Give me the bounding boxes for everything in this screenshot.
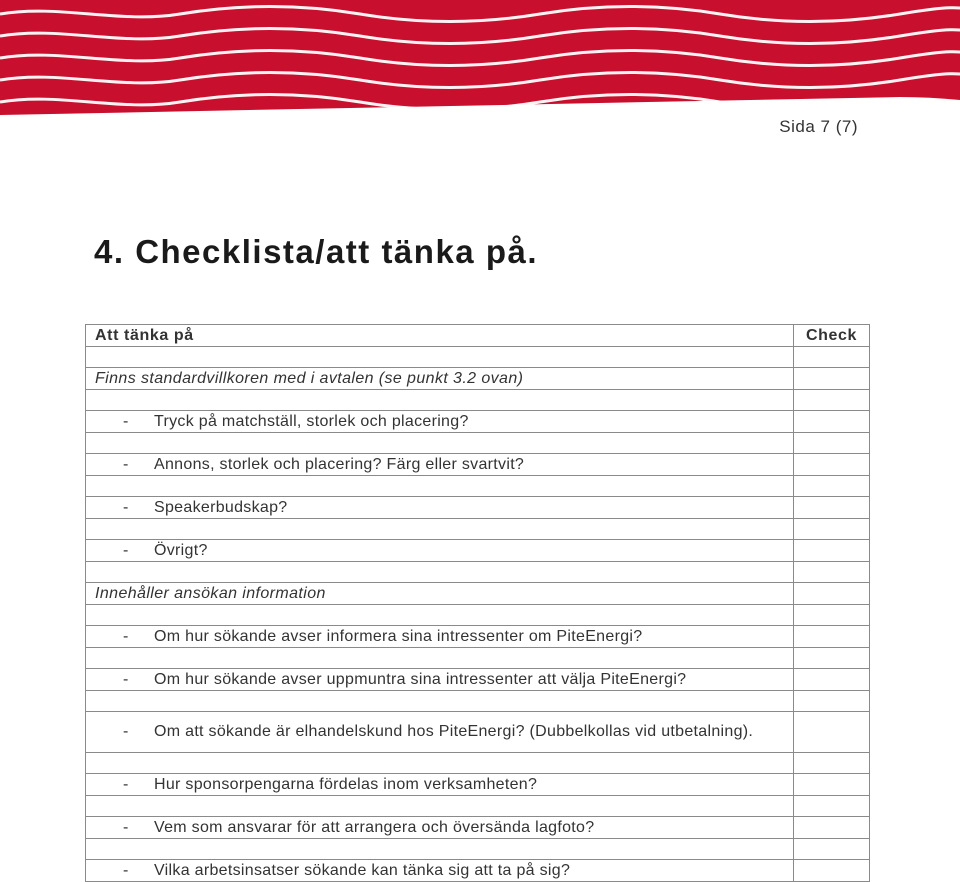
checklist-item-row [86, 669, 870, 691]
checklist-item-row [86, 712, 870, 753]
check-cell[interactable] [794, 860, 870, 882]
item-cell [86, 497, 794, 519]
item-cell [86, 817, 794, 839]
spacer-cell [86, 433, 794, 454]
check-cell[interactable] [794, 347, 870, 368]
bullet-dash: - [123, 775, 129, 793]
item-cell [86, 774, 794, 796]
check-cell[interactable] [794, 368, 870, 390]
item-cell [86, 626, 794, 648]
spacer-cell [86, 476, 794, 497]
item-cell [86, 368, 794, 390]
section-label: Finns standardvillkoren med i avtalen (se punkt 3.2 ovan) [95, 369, 524, 387]
bullet-dash: - [123, 670, 129, 688]
checklist-item-row [86, 860, 870, 882]
spacer-row [86, 648, 870, 669]
check-cell[interactable] [794, 648, 870, 669]
section-label: Innehåller ansökan information [95, 584, 326, 602]
spacer-cell [86, 753, 794, 774]
check-cell[interactable] [794, 497, 870, 519]
bullet-text: Om att sökande är elhandelskund hos PiteEnergi? (Dubbelkollas vid utbetalning). [154, 723, 754, 740]
checklist-item-row [86, 774, 870, 796]
checklist-item-row [86, 454, 870, 476]
spacer-row [86, 476, 870, 497]
check-cell[interactable] [794, 540, 870, 562]
spacer-row [86, 519, 870, 540]
bullet-item [95, 627, 784, 647]
bullet-text: Vem som ansvarar för att arrangera och översända lagfoto? [154, 818, 595, 836]
bullet-item [95, 541, 784, 561]
header-wave-banner [0, 0, 960, 120]
bullet-text: Vilka arbetsinsatser sökande kan tänka sig att ta på sig? [154, 861, 571, 879]
item-cell [86, 540, 794, 562]
checklist-table [85, 324, 870, 882]
bullet-item [95, 775, 784, 795]
spacer-cell [86, 519, 794, 540]
check-cell[interactable] [794, 817, 870, 839]
bullet-dash: - [123, 412, 129, 430]
checklist-item-row [86, 411, 870, 433]
check-cell[interactable] [794, 796, 870, 817]
checklist-item-row [86, 817, 870, 839]
checklist-item-row [86, 626, 870, 648]
spacer-cell [86, 390, 794, 411]
bullet-item [95, 670, 784, 690]
check-cell[interactable] [794, 390, 870, 411]
check-cell[interactable] [794, 454, 870, 476]
check-cell[interactable] [794, 753, 870, 774]
spacer-cell [86, 796, 794, 817]
spacer-row [86, 796, 870, 817]
item-cell [86, 669, 794, 691]
spacer-cell [86, 347, 794, 368]
bullet-item [95, 818, 784, 838]
check-cell[interactable] [794, 433, 870, 454]
bullet-text: Tryck på matchställ, storlek och placering? [154, 412, 469, 430]
spacer-row [86, 753, 870, 774]
check-cell[interactable] [794, 476, 870, 497]
spacer-cell [86, 605, 794, 626]
section-row [86, 583, 870, 605]
check-cell[interactable] [794, 839, 870, 860]
item-cell [86, 712, 794, 753]
spacer-row [86, 839, 870, 860]
item-cell [86, 411, 794, 433]
spacer-row [86, 433, 870, 454]
check-cell[interactable] [794, 562, 870, 583]
spacer-cell [86, 839, 794, 860]
check-cell[interactable] [794, 691, 870, 712]
bullet-item [95, 722, 784, 742]
bullet-item [95, 498, 784, 518]
bullet-item [95, 412, 784, 432]
checklist-item-row [86, 497, 870, 519]
bullet-item [95, 455, 784, 475]
checklist-item-row [86, 540, 870, 562]
item-cell [86, 583, 794, 605]
column-header-item: Att tänka på [86, 325, 794, 347]
check-cell[interactable] [794, 774, 870, 796]
bullet-dash: - [123, 818, 129, 836]
spacer-row [86, 605, 870, 626]
spacer-row [86, 691, 870, 712]
item-cell [86, 860, 794, 882]
bullet-dash: - [123, 861, 129, 879]
bullet-text: Annons, storlek och placering? Färg eller svartvit? [154, 455, 525, 473]
table-header-row [86, 325, 870, 347]
bullet-dash: - [123, 541, 129, 559]
spacer-cell [86, 562, 794, 583]
check-cell[interactable] [794, 583, 870, 605]
bullet-text: Speakerbudskap? [154, 498, 288, 516]
check-cell[interactable] [794, 519, 870, 540]
bullet-dash: - [123, 498, 129, 516]
bullet-dash: - [123, 627, 129, 645]
section-row [86, 368, 870, 390]
bullet-text: Övrigt? [154, 541, 208, 559]
column-header-check: Check [794, 325, 870, 347]
spacer-cell [86, 648, 794, 669]
page-number: Sida 7 (7) [779, 117, 858, 136]
check-cell[interactable] [794, 411, 870, 433]
check-cell[interactable] [794, 605, 870, 626]
checklist-rows [86, 347, 870, 882]
bullet-text: Om hur sökande avser uppmuntra sina intressenter att välja PiteEnergi? [154, 670, 687, 688]
bullet-text: Om hur sökande avser informera sina intressenter om PiteEnergi? [154, 627, 643, 645]
bullet-dash: - [123, 455, 129, 473]
bullet-dash: - [123, 723, 129, 740]
bullet-text: Hur sponsorpengarna fördelas inom verksamheten? [154, 775, 538, 793]
spacer-row [86, 347, 870, 368]
item-cell [86, 454, 794, 476]
check-cell[interactable] [794, 669, 870, 691]
section-heading: 4. Checklista/att tänka på. [94, 233, 538, 270]
check-cell[interactable] [794, 712, 870, 753]
spacer-cell [86, 691, 794, 712]
bullet-item [95, 861, 784, 881]
check-cell[interactable] [794, 626, 870, 648]
spacer-row [86, 390, 870, 411]
spacer-row [86, 562, 870, 583]
